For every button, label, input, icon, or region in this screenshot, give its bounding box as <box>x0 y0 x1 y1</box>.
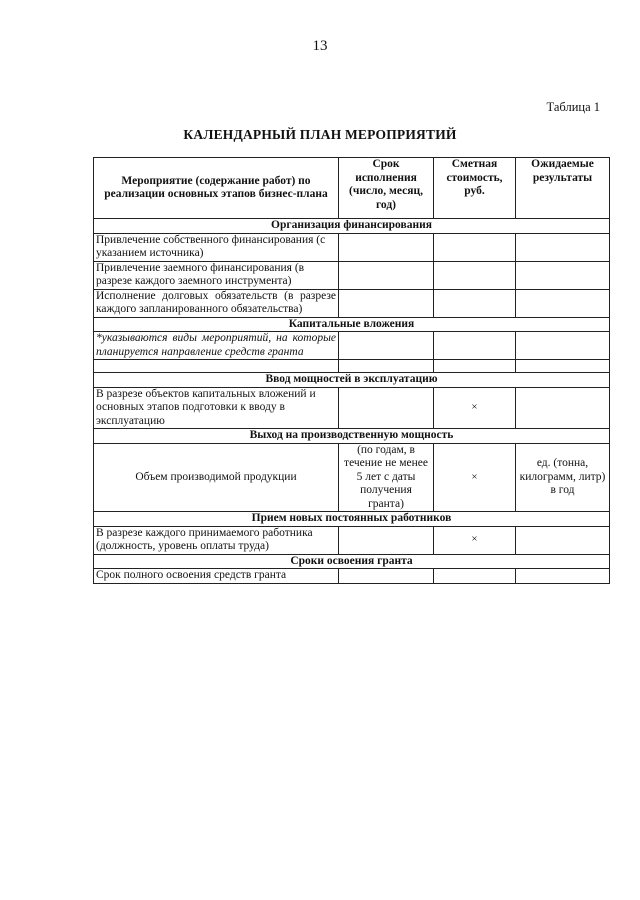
term-cell <box>339 233 434 261</box>
term-cell: (по годам, в течение не менее 5 лет с даты получения гранта) <box>339 443 434 512</box>
activity-cell: Исполнение долговых обязательств (в разрезе каждого запланированного обязательства) <box>94 289 339 317</box>
activity-cell: Привлечение заемного финансирования (в разрезе каждого заемного инструмента) <box>94 261 339 289</box>
section-title-hiring: Прием новых постоянных работников <box>94 512 610 527</box>
table-row <box>94 443 610 512</box>
header-term: Срок исполнения (число, месяц, год) <box>339 158 434 219</box>
document-title: КАЛЕНДАРНЫЙ ПЛАН МЕРОПРИЯТИЙ <box>183 127 457 142</box>
result-cell <box>516 387 610 429</box>
result-cell <box>516 261 610 289</box>
result-cell: ед. (тонна, килограмм, литр) в год <box>516 443 610 512</box>
term-cell <box>339 289 434 317</box>
cost-cell-cross-mark: × <box>434 526 516 554</box>
event-calendar-table <box>93 157 610 584</box>
table-row-empty <box>94 360 610 373</box>
cost-cell <box>434 289 516 317</box>
cost-cell <box>434 261 516 289</box>
cost-cell <box>434 569 516 584</box>
section-row-hiring <box>94 512 610 527</box>
result-cell <box>516 526 610 554</box>
section-row-grant <box>94 554 610 569</box>
table-label: Таблица 1 <box>546 100 600 114</box>
section-row-financing <box>94 219 610 234</box>
page-number: 13 <box>312 38 328 54</box>
cost-cell-cross-mark: × <box>434 443 516 512</box>
result-cell <box>516 289 610 317</box>
term-cell <box>339 387 434 429</box>
activity-cell: Срок полного освоения средств гранта <box>94 569 339 584</box>
term-cell <box>339 332 434 360</box>
result-cell <box>516 332 610 360</box>
table-row <box>94 387 610 429</box>
header-activity: Мероприятие (содержание работ) по реализации основных этапов бизнес-плана <box>94 158 339 219</box>
result-cell <box>516 569 610 584</box>
section-title-grant: Сроки освоения гранта <box>94 554 610 569</box>
section-row-capacity <box>94 429 610 444</box>
section-title-capital: Капитальные вложения <box>94 317 610 332</box>
result-cell <box>516 360 610 373</box>
section-title-financing: Организация финансирования <box>94 219 610 234</box>
activity-cell: В разрезе объектов капитальных вложений и основных этапов подготовки к вводу в эксплуатацию <box>94 387 339 429</box>
term-cell <box>339 526 434 554</box>
table-row <box>94 332 610 360</box>
table-row <box>94 233 610 261</box>
result-cell <box>516 233 610 261</box>
cost-cell-cross-mark: × <box>434 387 516 429</box>
header-results: Ожидаемые результаты <box>516 158 610 219</box>
header-cost: Сметная стоимость, руб. <box>434 158 516 219</box>
activity-cell: Объем производимой продукции <box>94 443 339 512</box>
term-cell <box>339 360 434 373</box>
activity-cell: Привлечение собственного финансирования (с указанием источника) <box>94 233 339 261</box>
cost-cell <box>434 332 516 360</box>
activity-cell: *указываются виды мероприятий, на которые планируется направление средств гранта <box>94 332 339 360</box>
cost-cell <box>434 233 516 261</box>
table-row <box>94 289 610 317</box>
cost-cell <box>434 360 516 373</box>
section-title-capacity: Выход на производственную мощность <box>94 429 610 444</box>
table-header-row <box>94 158 610 219</box>
term-cell <box>339 569 434 584</box>
activity-cell: В разрезе каждого принимаемого работника (должность, уровень оплаты труда) <box>94 526 339 554</box>
table-row <box>94 526 610 554</box>
activity-cell <box>94 360 339 373</box>
section-row-commissioning <box>94 373 610 388</box>
section-title-commissioning: Ввод мощностей в эксплуатацию <box>94 373 610 388</box>
table-row <box>94 569 610 584</box>
term-cell <box>339 261 434 289</box>
table-row <box>94 261 610 289</box>
section-row-capital <box>94 317 610 332</box>
